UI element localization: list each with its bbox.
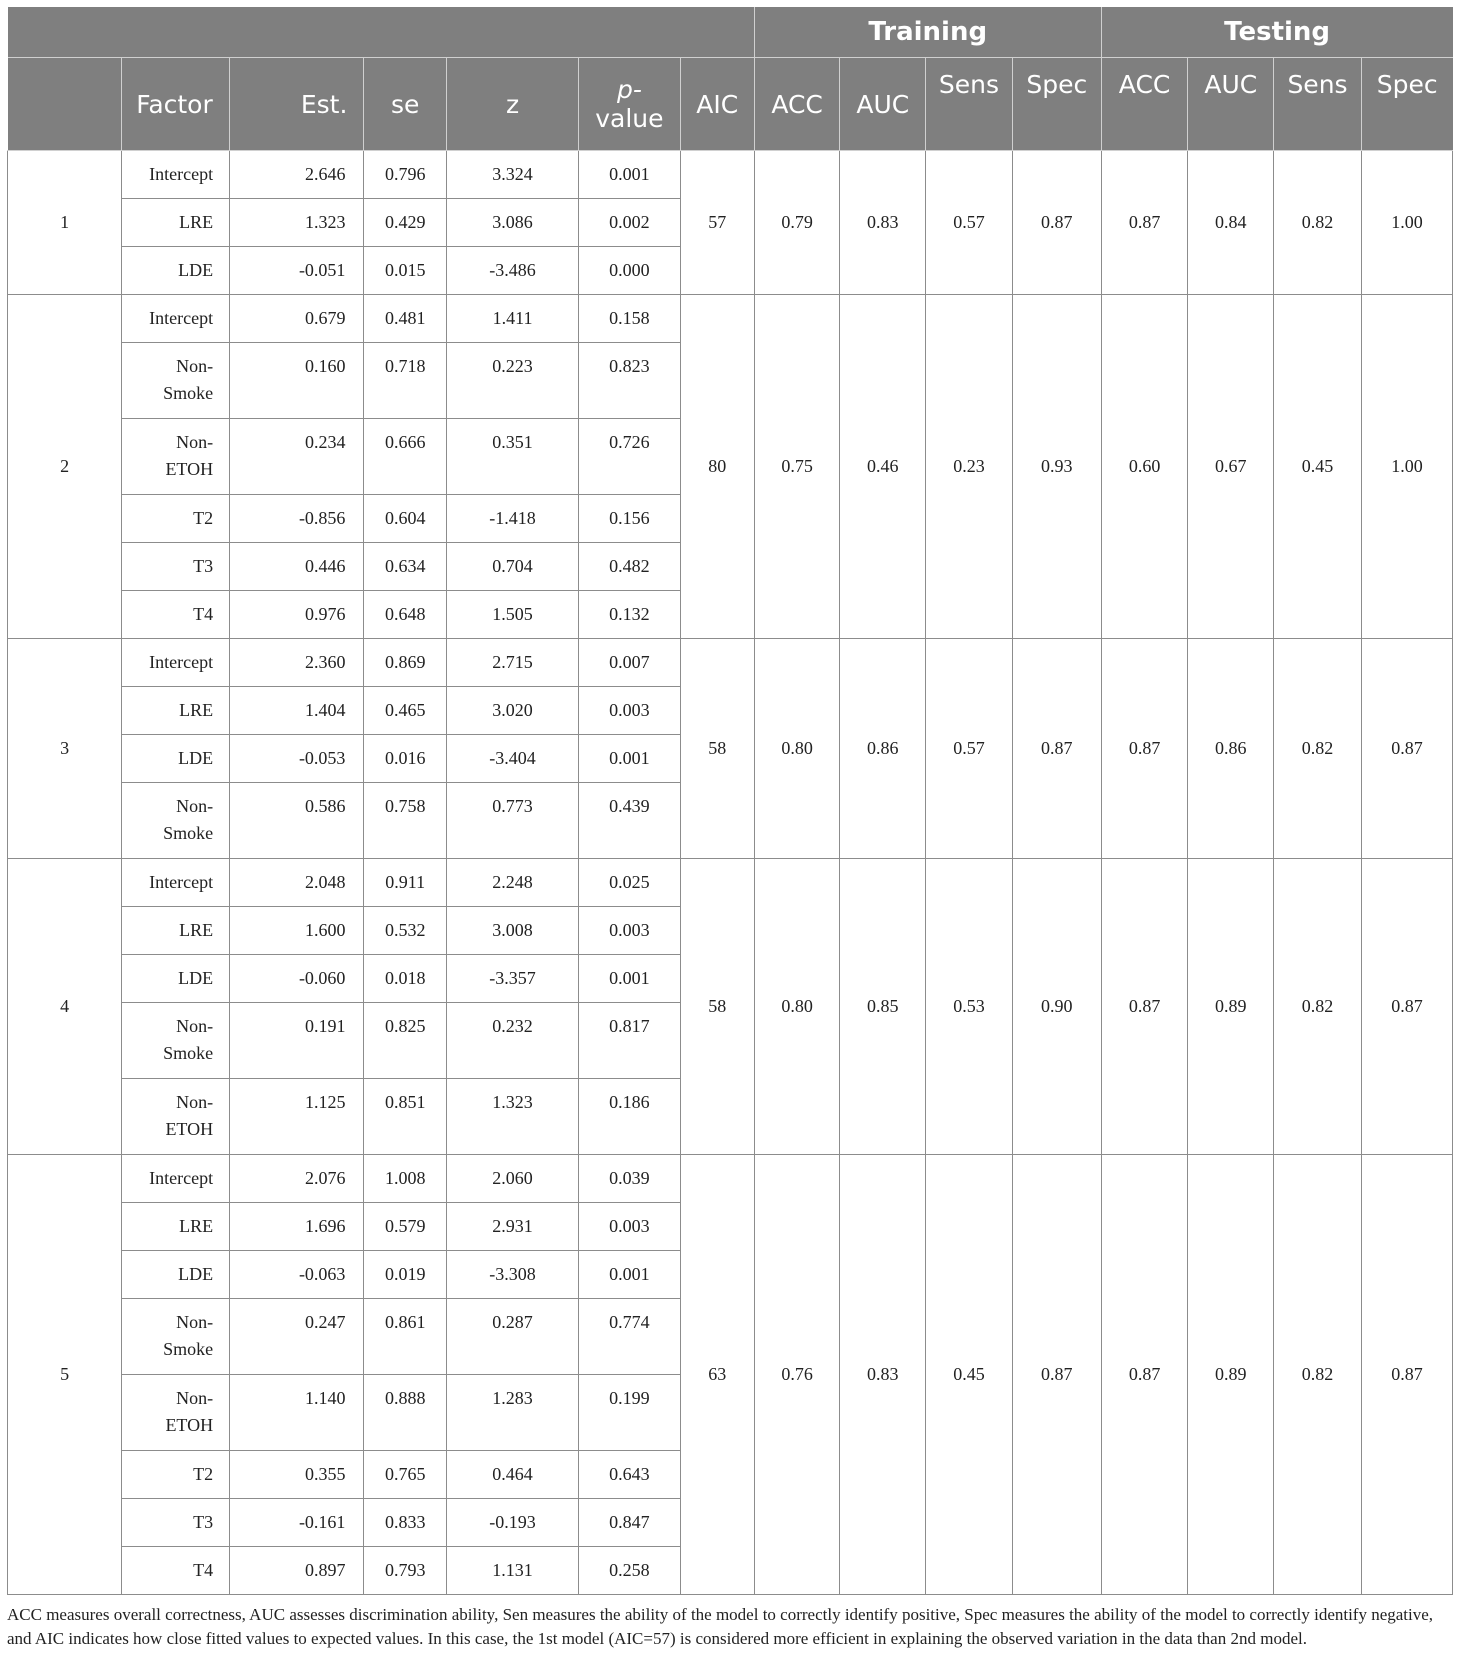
table-header [8, 7, 1453, 151]
factor-cell [122, 151, 230, 199]
train-spec-cell: 0.87 [1012, 639, 1101, 859]
pvalue-cell: 0.258 [579, 1547, 681, 1595]
z-cell: -3.357 [446, 955, 578, 1003]
est-cell: 1.140 [230, 1375, 364, 1451]
factor-text: LDE [178, 968, 214, 988]
table-body [8, 151, 1453, 1595]
header-pvalue-suffix: value [595, 104, 664, 133]
model-id-cell: 3 [8, 639, 122, 859]
z-cell: -3.486 [446, 247, 578, 295]
factor-text: LDE [178, 1264, 214, 1284]
z-cell: 0.351 [446, 419, 578, 495]
factor-text: LRE [179, 212, 214, 232]
factor-text: LRE [179, 920, 214, 940]
z-cell: 1.411 [446, 295, 578, 343]
model-id-cell: 4 [8, 859, 122, 1155]
est-cell: 0.160 [230, 343, 364, 419]
z-cell: 1.283 [446, 1375, 578, 1451]
factor-text: Non- [176, 1312, 214, 1332]
factor-text: Non- [176, 432, 214, 452]
factor-text: Non- [176, 796, 214, 816]
factor-cell [122, 687, 230, 735]
train-sens-cell: 0.57 [926, 151, 1013, 295]
factor-cell [122, 907, 230, 955]
factor-text: LRE [179, 700, 214, 720]
factor-text: Intercept [149, 652, 214, 672]
est-cell: 1.404 [230, 687, 364, 735]
se-cell: 0.888 [364, 1375, 447, 1451]
factor-cell [122, 1203, 230, 1251]
header-pvalue [579, 58, 681, 151]
factor-text: Non- [176, 356, 214, 376]
factor-cell [122, 1079, 230, 1155]
testing-group-header: Testing [1101, 7, 1452, 58]
est-cell: 0.897 [230, 1547, 364, 1595]
factor-text: T4 [193, 604, 214, 624]
est-cell: 0.355 [230, 1451, 364, 1499]
est-cell: -0.051 [230, 247, 364, 295]
factor-cell [122, 247, 230, 295]
test-spec-cell: 0.87 [1361, 1155, 1452, 1595]
factor-text: T4 [193, 1560, 214, 1580]
est-cell: 1.125 [230, 1079, 364, 1155]
aic-cell: 80 [680, 295, 754, 639]
table-row [8, 295, 1453, 343]
est-cell: 2.646 [230, 151, 364, 199]
header-pvalue-prefix: p- [616, 75, 642, 104]
se-cell: 0.911 [364, 859, 447, 907]
pvalue-cell: 0.001 [579, 735, 681, 783]
header-train-spec: Spec [1012, 58, 1101, 151]
test-acc-cell: 0.60 [1101, 295, 1188, 639]
aic-cell: 63 [680, 1155, 754, 1595]
pvalue-cell: 0.007 [579, 639, 681, 687]
test-acc-cell: 0.87 [1101, 639, 1188, 859]
factor-text: ETOH [165, 1119, 214, 1139]
z-cell: 2.248 [446, 859, 578, 907]
test-sens-cell: 0.45 [1274, 295, 1362, 639]
se-cell: 0.765 [364, 1451, 447, 1499]
table-row [8, 639, 1453, 687]
train-acc-cell: 0.80 [754, 859, 840, 1155]
test-sens-cell: 0.82 [1274, 859, 1362, 1155]
test-acc-cell: 0.87 [1101, 1155, 1188, 1595]
header-train-auc: AUC [840, 58, 926, 151]
pvalue-cell: 0.817 [579, 1003, 681, 1079]
se-cell: 0.793 [364, 1547, 447, 1595]
header-se: se [364, 58, 447, 151]
train-spec-cell: 0.90 [1012, 859, 1101, 1155]
header-est: Est. [230, 58, 364, 151]
factor-text: Intercept [149, 1168, 214, 1188]
factor-text: Intercept [149, 872, 214, 892]
z-cell: 2.715 [446, 639, 578, 687]
est-cell: -0.060 [230, 955, 364, 1003]
factor-text: Smoke [163, 1339, 214, 1359]
est-cell: 0.679 [230, 295, 364, 343]
pvalue-cell: 0.439 [579, 783, 681, 859]
est-cell: -0.161 [230, 1499, 364, 1547]
z-cell: -3.308 [446, 1251, 578, 1299]
factor-text: Non- [176, 1092, 214, 1112]
table-row [8, 151, 1453, 199]
header-model-cell [8, 58, 122, 151]
header-z: z [446, 58, 578, 151]
train-auc-cell: 0.86 [840, 639, 926, 859]
train-acc-cell: 0.79 [754, 151, 840, 295]
factor-text: Smoke [163, 1043, 214, 1063]
se-cell: 0.825 [364, 1003, 447, 1079]
header-factor: Factor [122, 58, 230, 151]
pvalue-cell: 0.774 [579, 1299, 681, 1375]
z-cell: 0.223 [446, 343, 578, 419]
train-acc-cell: 0.75 [754, 295, 840, 639]
train-acc-cell: 0.80 [754, 639, 840, 859]
factor-text: Smoke [163, 823, 214, 843]
pvalue-cell: 0.643 [579, 1451, 681, 1499]
pvalue-cell: 0.025 [579, 859, 681, 907]
factor-cell [122, 591, 230, 639]
header-aic: AIC [680, 58, 754, 151]
pvalue-cell: 0.199 [579, 1375, 681, 1451]
header-train-sens: Sens [926, 58, 1013, 151]
test-auc-cell: 0.67 [1188, 295, 1274, 639]
factor-text: Smoke [163, 383, 214, 403]
factor-text: T3 [193, 556, 214, 576]
factor-text: T3 [193, 1512, 214, 1532]
factor-cell [122, 295, 230, 343]
se-cell: 1.008 [364, 1155, 447, 1203]
z-cell: 0.287 [446, 1299, 578, 1375]
z-cell: 1.131 [446, 1547, 578, 1595]
model-comparison-table [7, 7, 1453, 1595]
factor-text: LDE [178, 260, 214, 280]
z-cell: 3.324 [446, 151, 578, 199]
pvalue-cell: 0.847 [579, 1499, 681, 1547]
header-train-acc: ACC [754, 58, 840, 151]
factor-text: ETOH [165, 459, 214, 479]
est-cell: 0.446 [230, 543, 364, 591]
factor-cell [122, 495, 230, 543]
se-cell: 0.018 [364, 955, 447, 1003]
z-cell: -3.404 [446, 735, 578, 783]
train-spec-cell: 0.93 [1012, 295, 1101, 639]
test-sens-cell: 0.82 [1274, 1155, 1362, 1595]
factor-cell [122, 639, 230, 687]
test-auc-cell: 0.84 [1188, 151, 1274, 295]
factor-cell [122, 1299, 230, 1375]
test-spec-cell: 0.87 [1361, 639, 1452, 859]
train-spec-cell: 0.87 [1012, 151, 1101, 295]
se-cell: 0.861 [364, 1299, 447, 1375]
est-cell: 2.076 [230, 1155, 364, 1203]
test-auc-cell: 0.89 [1188, 859, 1274, 1155]
est-cell: 0.586 [230, 783, 364, 859]
factor-cell [122, 419, 230, 495]
est-cell: 0.976 [230, 591, 364, 639]
pvalue-cell: 0.003 [579, 1203, 681, 1251]
se-cell: 0.758 [364, 783, 447, 859]
est-cell: 1.323 [230, 199, 364, 247]
train-acc-cell: 0.76 [754, 1155, 840, 1595]
z-cell: -0.193 [446, 1499, 578, 1547]
se-cell: 0.604 [364, 495, 447, 543]
factor-text: LRE [179, 1216, 214, 1236]
se-cell: 0.851 [364, 1079, 447, 1155]
se-cell: 0.648 [364, 591, 447, 639]
header-test-spec: Spec [1361, 58, 1452, 151]
factor-text: ETOH [165, 1415, 214, 1435]
est-cell: -0.856 [230, 495, 364, 543]
factor-cell [122, 955, 230, 1003]
z-cell: 3.020 [446, 687, 578, 735]
train-sens-cell: 0.45 [926, 1155, 1013, 1595]
z-cell: 3.008 [446, 907, 578, 955]
pvalue-cell: 0.823 [579, 343, 681, 419]
header-test-acc: ACC [1101, 58, 1188, 151]
z-cell: 0.232 [446, 1003, 578, 1079]
z-cell: 0.773 [446, 783, 578, 859]
header-test-auc: AUC [1188, 58, 1274, 151]
test-spec-cell: 0.87 [1361, 859, 1452, 1155]
pvalue-cell: 0.186 [579, 1079, 681, 1155]
test-acc-cell: 0.87 [1101, 151, 1188, 295]
z-cell: 1.505 [446, 591, 578, 639]
est-cell: 2.048 [230, 859, 364, 907]
header-column-row [8, 58, 1453, 151]
factor-text: Intercept [149, 308, 214, 328]
pvalue-cell: 0.001 [579, 1251, 681, 1299]
aic-cell: 58 [680, 639, 754, 859]
training-group-header: Training [754, 7, 1101, 58]
z-cell: 1.323 [446, 1079, 578, 1155]
se-cell: 0.634 [364, 543, 447, 591]
est-cell: 1.600 [230, 907, 364, 955]
pvalue-cell: 0.039 [579, 1155, 681, 1203]
est-cell: 0.234 [230, 419, 364, 495]
train-sens-cell: 0.53 [926, 859, 1013, 1155]
factor-cell [122, 1251, 230, 1299]
factor-cell [122, 1499, 230, 1547]
se-cell: 0.019 [364, 1251, 447, 1299]
z-cell: 2.060 [446, 1155, 578, 1203]
test-auc-cell: 0.89 [1188, 1155, 1274, 1595]
factor-text: T2 [193, 1464, 214, 1484]
test-acc-cell: 0.87 [1101, 859, 1188, 1155]
factor-cell [122, 1375, 230, 1451]
pvalue-cell: 0.002 [579, 199, 681, 247]
est-cell: 0.191 [230, 1003, 364, 1079]
table-footnote: ACC measures overall correctness, AUC assesses discrimination ability, Sen measures the ability of the model to correctly identify positive, Spec measures the ability of the model to correctly identify negative, and AIC indicates how close fitted values to expected values. In this case, the 1st model (AIC=57) is considered more efficient in explaining the observed variation in the data than 2nd model. [7, 1605, 1434, 1648]
factor-cell [122, 1155, 230, 1203]
se-cell: 0.016 [364, 735, 447, 783]
test-spec-cell: 1.00 [1361, 295, 1452, 639]
pvalue-cell: 0.001 [579, 151, 681, 199]
est-cell: 0.247 [230, 1299, 364, 1375]
aic-cell: 57 [680, 151, 754, 295]
z-cell: -1.418 [446, 495, 578, 543]
pvalue-cell: 0.003 [579, 907, 681, 955]
z-cell: 3.086 [446, 199, 578, 247]
pvalue-cell: 0.158 [579, 295, 681, 343]
test-sens-cell: 0.82 [1274, 151, 1362, 295]
pvalue-cell: 0.000 [579, 247, 681, 295]
est-cell: 1.696 [230, 1203, 364, 1251]
se-cell: 0.718 [364, 343, 447, 419]
se-cell: 0.465 [364, 687, 447, 735]
test-auc-cell: 0.86 [1188, 639, 1274, 859]
header-test-sens: Sens [1274, 58, 1362, 151]
train-sens-cell: 0.23 [926, 295, 1013, 639]
se-cell: 0.833 [364, 1499, 447, 1547]
pvalue-cell: 0.132 [579, 591, 681, 639]
pvalue-cell: 0.156 [579, 495, 681, 543]
header-blank-cell [8, 7, 755, 58]
test-spec-cell: 1.00 [1361, 151, 1452, 295]
factor-cell [122, 343, 230, 419]
train-spec-cell: 0.87 [1012, 1155, 1101, 1595]
factor-text: Non- [176, 1388, 214, 1408]
train-auc-cell: 0.83 [840, 151, 926, 295]
factor-text: T2 [193, 508, 214, 528]
factor-cell [122, 1003, 230, 1079]
table-row [8, 1155, 1453, 1203]
train-auc-cell: 0.83 [840, 1155, 926, 1595]
factor-cell [122, 543, 230, 591]
pvalue-cell: 0.726 [579, 419, 681, 495]
factor-cell [122, 735, 230, 783]
pvalue-cell: 0.482 [579, 543, 681, 591]
z-cell: 0.704 [446, 543, 578, 591]
se-cell: 0.579 [364, 1203, 447, 1251]
se-cell: 0.015 [364, 247, 447, 295]
se-cell: 0.532 [364, 907, 447, 955]
factor-text: Non- [176, 1016, 214, 1036]
est-cell: -0.053 [230, 735, 364, 783]
factor-cell [122, 1451, 230, 1499]
factor-cell [122, 1547, 230, 1595]
model-id-cell: 2 [8, 295, 122, 639]
est-cell: -0.063 [230, 1251, 364, 1299]
results-table-container [7, 7, 1453, 1651]
se-cell: 0.666 [364, 419, 447, 495]
pvalue-cell: 0.003 [579, 687, 681, 735]
header-group-row [8, 7, 1453, 58]
model-id-cell: 5 [8, 1155, 122, 1595]
z-cell: 0.464 [446, 1451, 578, 1499]
se-cell: 0.796 [364, 151, 447, 199]
est-cell: 2.360 [230, 639, 364, 687]
model-id-cell: 1 [8, 151, 122, 295]
aic-cell: 58 [680, 859, 754, 1155]
test-sens-cell: 0.82 [1274, 639, 1362, 859]
train-auc-cell: 0.46 [840, 295, 926, 639]
pvalue-cell: 0.001 [579, 955, 681, 1003]
se-cell: 0.481 [364, 295, 447, 343]
table-row [8, 859, 1453, 907]
train-sens-cell: 0.57 [926, 639, 1013, 859]
se-cell: 0.869 [364, 639, 447, 687]
z-cell: 2.931 [446, 1203, 578, 1251]
factor-cell [122, 199, 230, 247]
factor-cell [122, 783, 230, 859]
se-cell: 0.429 [364, 199, 447, 247]
factor-cell [122, 859, 230, 907]
factor-text: Intercept [149, 164, 214, 184]
factor-text: LDE [178, 748, 214, 768]
train-auc-cell: 0.85 [840, 859, 926, 1155]
